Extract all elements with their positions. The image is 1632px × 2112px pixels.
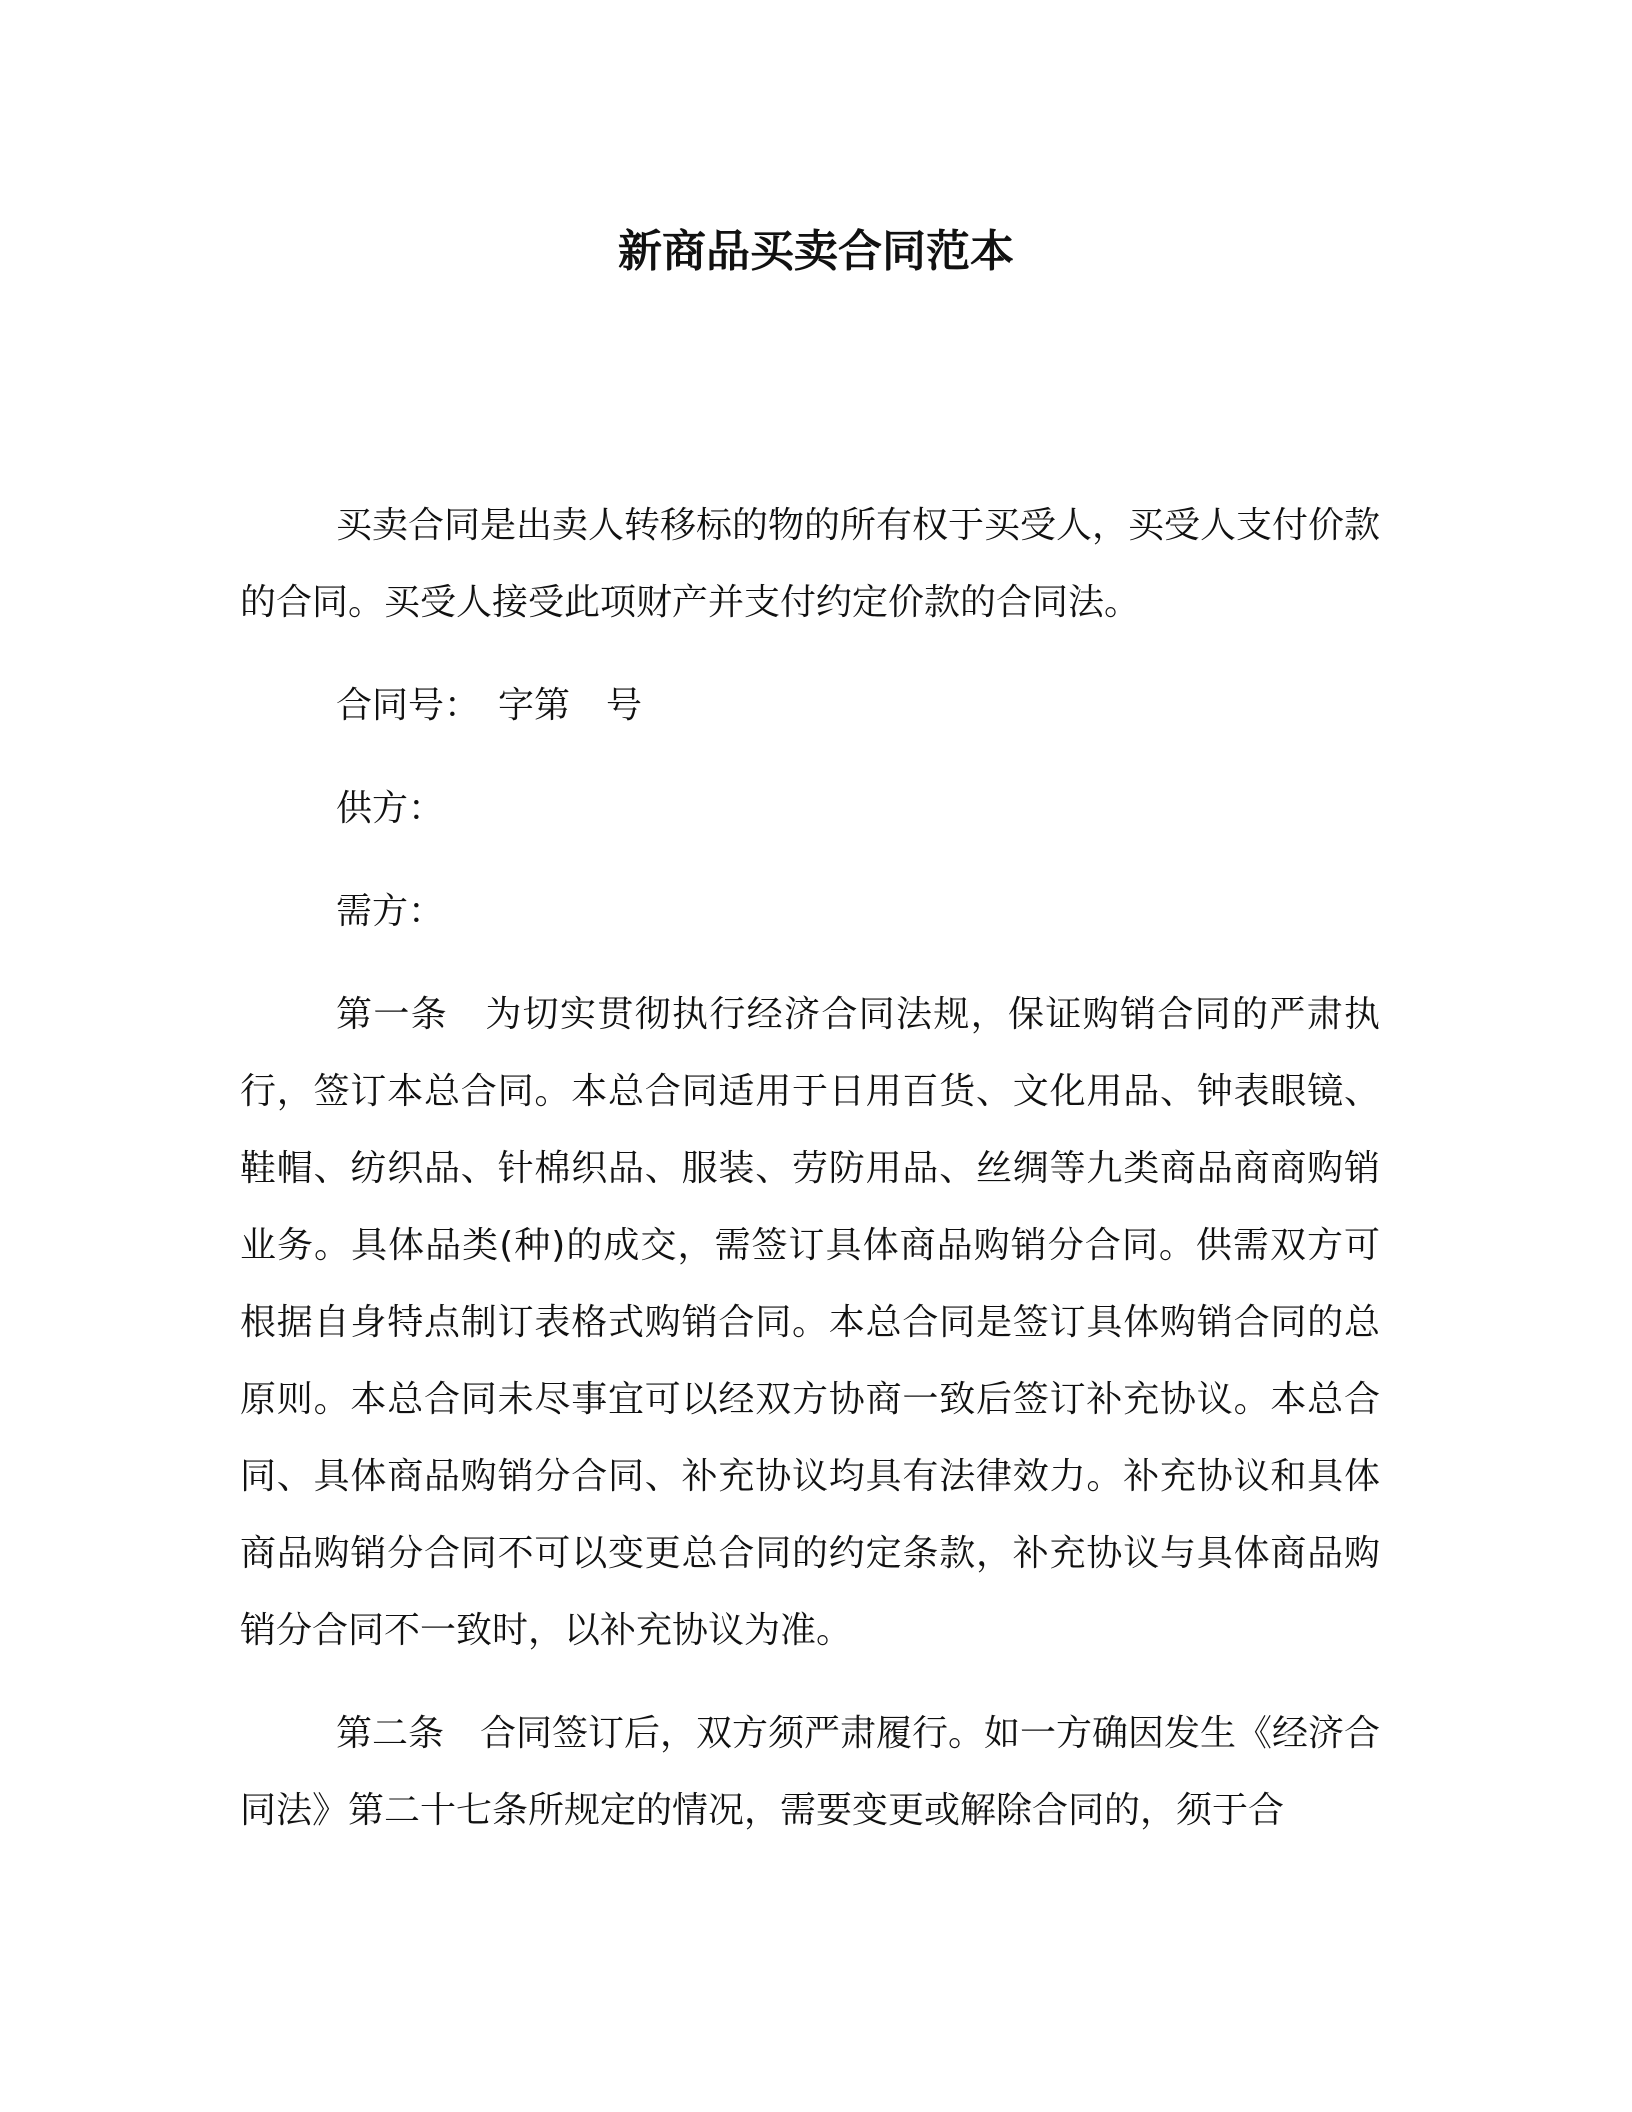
intro-paragraph: 买卖合同是出卖人转移标的物的所有权于买受人，买受人支付价款的合同。买受人接受此项财产并支付约定价款的合同法。 [240,505,1381,623]
article-2-paragraph: 第二条 合同签订后，双方须严肃履行。如一方确因发生《经济合同法》第二十七条所规定的情况，需要变更或解除合同的，须于合 [240,1713,1381,1831]
supplier-field: 供方： [336,788,445,829]
document-body [240,487,1380,1875]
document-title: 新商品买卖合同范本 [618,226,1014,277]
buyer-field: 需方： [336,891,445,932]
article-1-paragraph: 第一条 为切实贯彻执行经济合同法规，保证购销合同的严肃执行，签订本总合同。本总合同适用于日用百货、文化用品、钟表眼镜、鞋帽、纺织品、针棉织品、服装、劳防用品、丝绸等九类商品商商购销业务。具体品类(种)的成交，需签订具体商品购销分合同。供需双方可根据自身特点制订表格式购销合同。本总合同是签订具体购销合同的总原则。本总合同未尽事宜可以经双方协商一致后签订补充协议。本总合同、具体商品购销分合同、补充协议均具有法律效力。补充协议和具体商品购销分合同不可以变更总合同的约定条款，补充协议与具体商品购销分合同不一致时，以补充协议为准。 [240,994,1380,1651]
contract-number-field: 合同号： 字第 号 [336,685,643,726]
